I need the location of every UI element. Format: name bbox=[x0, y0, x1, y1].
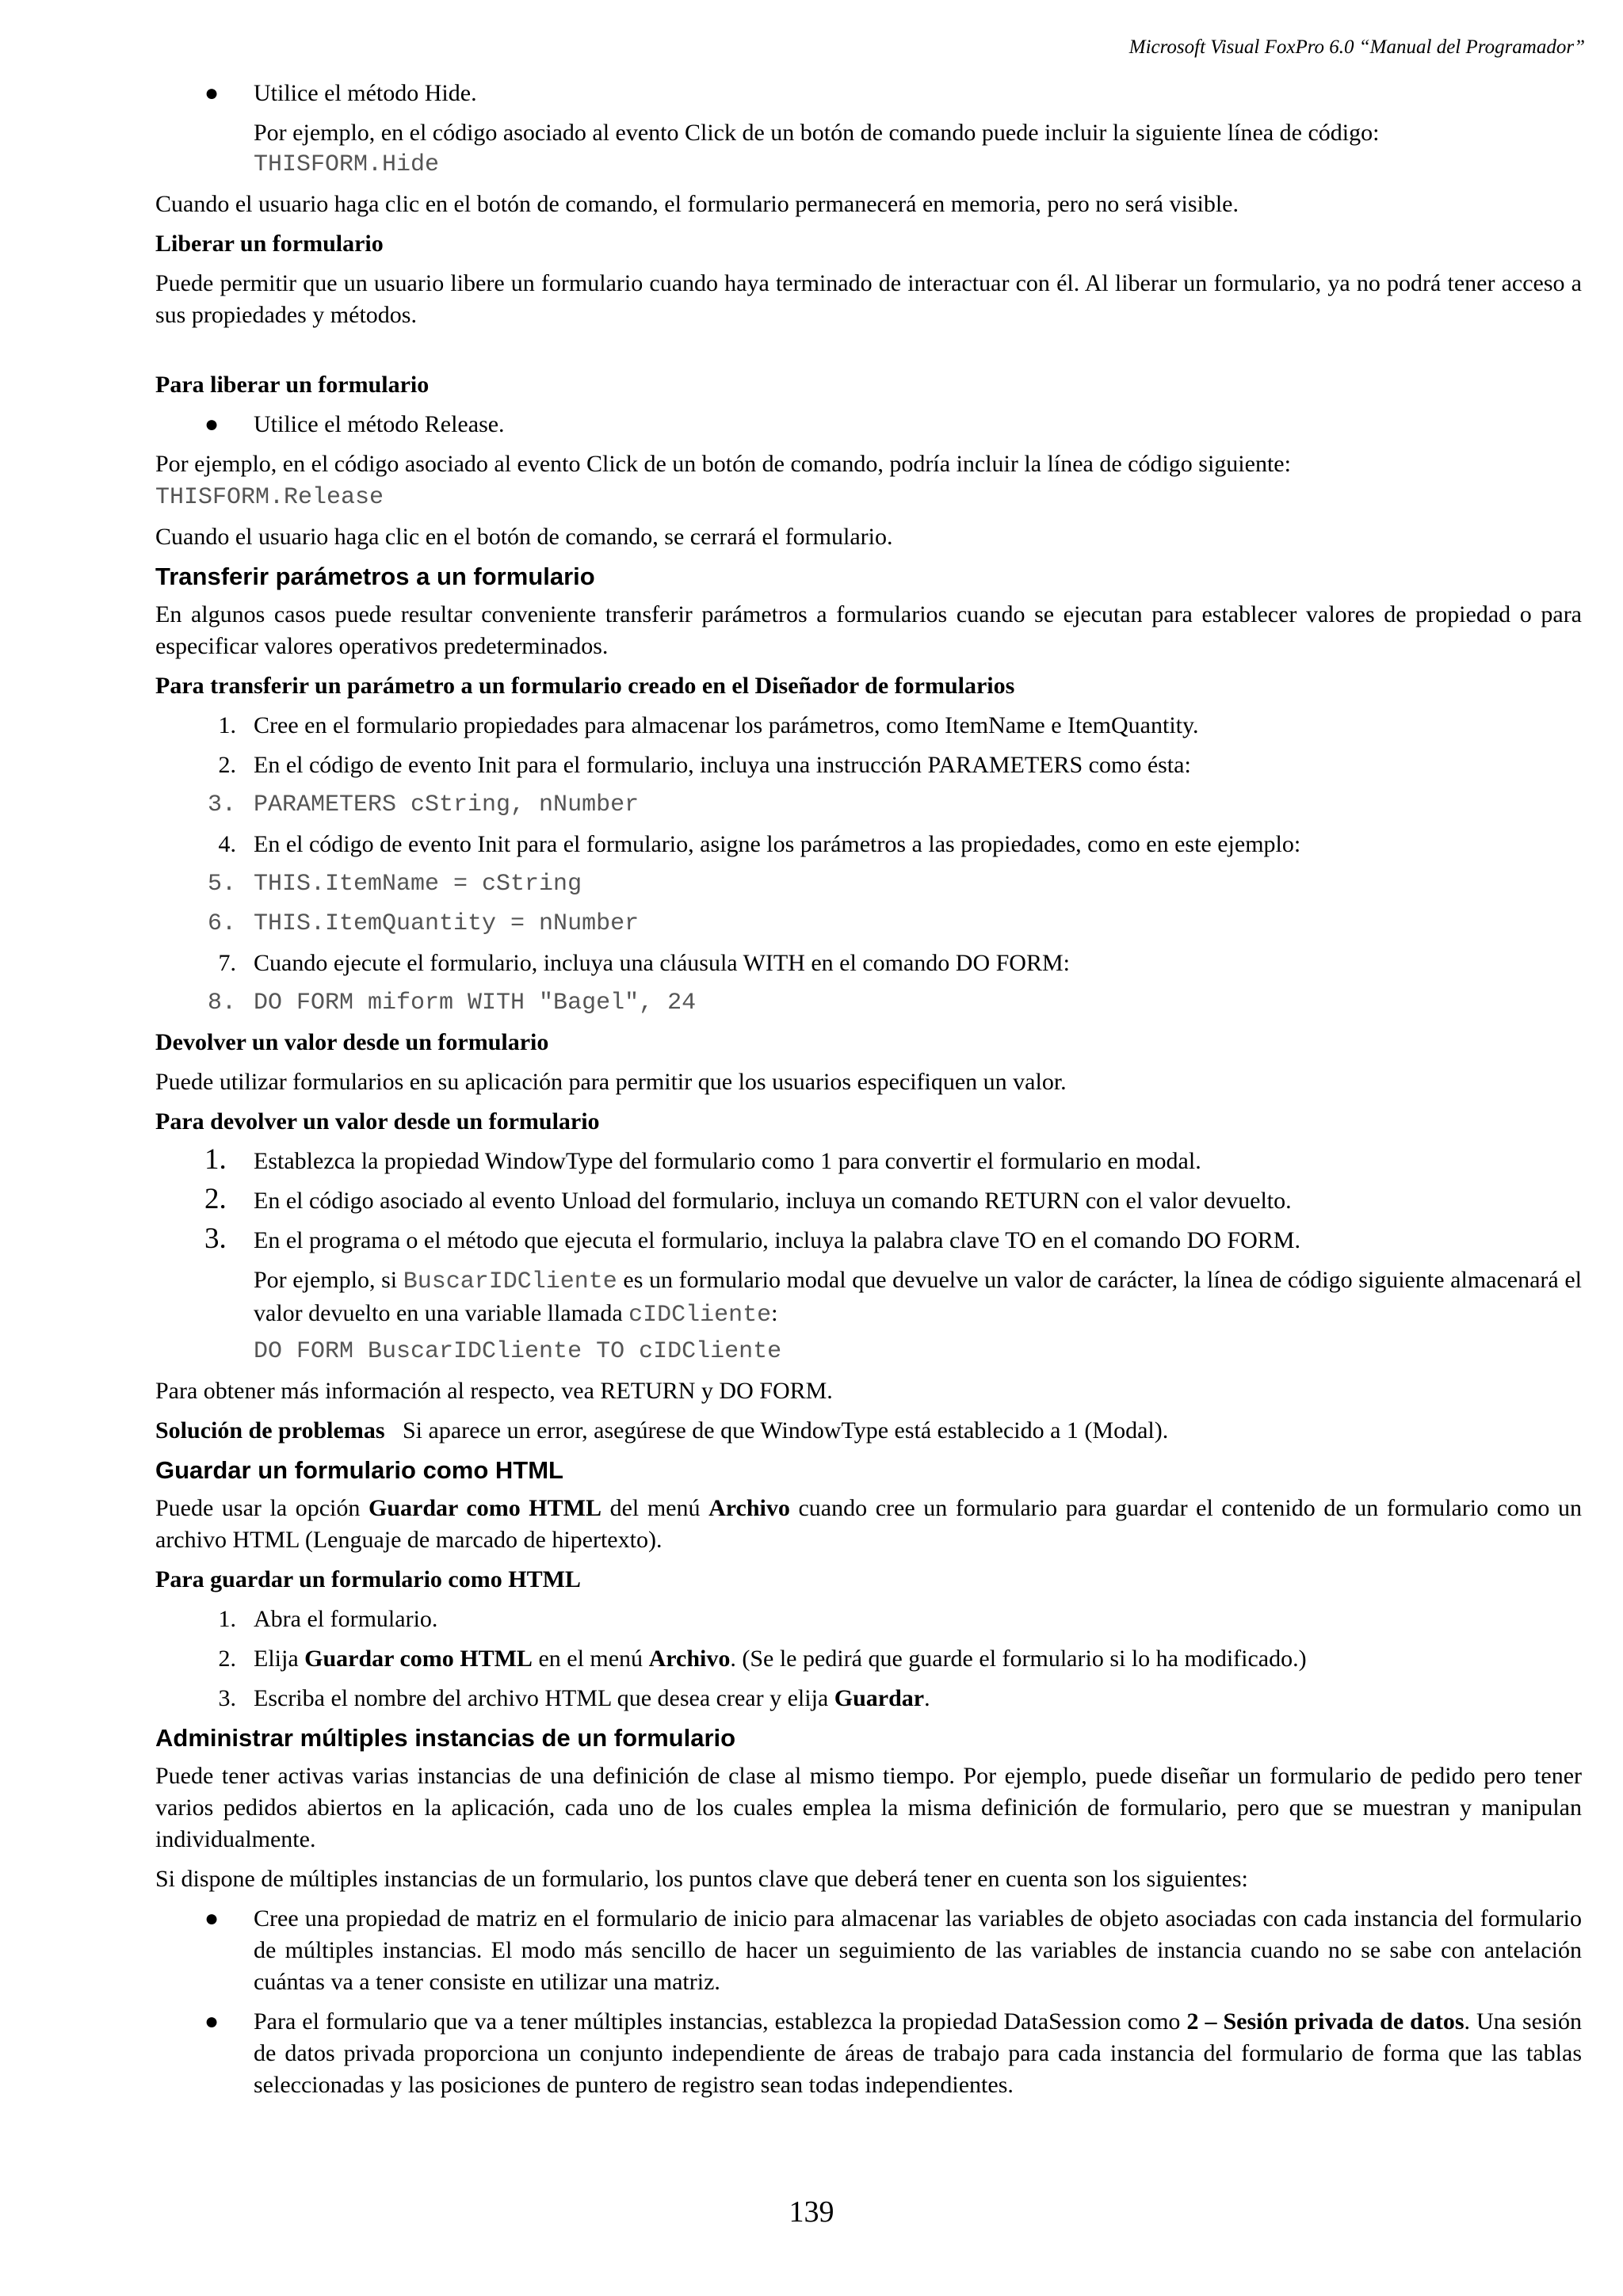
code-step: 3. PARAMETERS cString, nNumber bbox=[207, 791, 640, 818]
troubleshooting-note: Solución de problemas Si aparece un error, asegúrese de que WindowType está establecido a 1 (Modal). bbox=[155, 1417, 1169, 1444]
step-item: 1. Abra el formulario. bbox=[218, 1606, 438, 1632]
code-line: THISFORM.Hide bbox=[254, 151, 440, 178]
paragraph: Para obtener más información al respecto, vea RETURN y DO FORM. bbox=[155, 1378, 833, 1404]
code-step: 6. THIS.ItemQuantity = nNumber bbox=[207, 910, 640, 937]
step-item: 1. Establezca la propiedad WindowType del formulario como 1 para convertir el formulario en modal. bbox=[204, 1143, 1201, 1176]
page-content bbox=[155, 78, 1582, 2109]
bullet-icon: ● bbox=[204, 80, 220, 106]
paragraph: Puede tener activas varias instancias de una definición de clase al mismo tiempo. Por ejemplo, puede diseñar un formulario de pedido pero tener varios pedidos abiertos en la aplicación, cada uno de los cuales emplea la misma definición de formulario, pero que se muestran y manipulan individualmente. bbox=[155, 1763, 1582, 1852]
paragraph: Puede utilizar formularios en su aplicación para permitir que los usuarios especifiquen un valor. bbox=[155, 1069, 1067, 1095]
procedure-heading: Para devolver un valor desde un formulario bbox=[155, 1108, 600, 1135]
step-item: 4. En el código de evento Init para el formulario, asigne los parámetros a las propiedades, como en este ejemplo: bbox=[218, 831, 1301, 857]
page-number: 139 bbox=[789, 2195, 834, 2229]
step-item: 3. En el programa o el método que ejecuta el formulario, incluya la palabra clave TO en el comando DO FORM. bbox=[204, 1222, 1300, 1255]
bullet-icon: ● bbox=[204, 411, 220, 437]
code-step: 5. THIS.ItemName = cString bbox=[207, 871, 582, 898]
bullet-item: ● Cree una propiedad de matriz en el formulario de inicio para almacenar las variables de objeto asociadas con cada instancia del formulario de múltiples instancias. El modo más sencillo de hacer un seguimiento de las variables de instancia cuando no se sabe con antelación cuántas va a tener consiste en utilizar una matriz. bbox=[155, 1903, 1582, 1998]
step-item: 1. Cree en el formulario propiedades para almacenar los parámetros, como ItemName e ItemQuantity. bbox=[218, 712, 1199, 738]
bullet-icon: ● bbox=[204, 2008, 220, 2035]
procedure-heading: Para guardar un formulario como HTML bbox=[155, 1566, 581, 1592]
example-text: Por ejemplo, en el código asociado al evento Click de un botón de comando puede incluir la siguiente línea de código: bbox=[254, 120, 1380, 146]
bullet-item: ● Utilice el método Release. bbox=[155, 409, 1582, 441]
step-item: 2. Elija Guardar como HTML en el menú Archivo. (Se le pedirá que guarde el formulario si lo ha modificado.) bbox=[218, 1646, 1307, 1672]
example-text: Por ejemplo, si BuscarIDCliente es un formulario modal que devuelve un valor de carácter, la línea de código siguiente almacenará el valor devuelto en una variable llamada cIDCliente: bbox=[254, 1267, 1582, 1329]
section-heading: Liberar un formulario bbox=[155, 231, 384, 257]
step-item: 3. Escriba el nombre del archivo HTML que desea crear y elija Guardar. bbox=[218, 1685, 930, 1711]
bullet-icon: ● bbox=[204, 1905, 220, 1932]
paragraph: Puede permitir que un usuario libere un formulario cuando haya terminado de interactuar con él. Al liberar un formulario, ya no podrá tener acceso a sus propiedades y métodos. bbox=[155, 270, 1582, 328]
paragraph: Cuando el usuario haga clic en el botón de comando, el formulario permanecerá en memoria, pero no será visible. bbox=[155, 191, 1239, 217]
procedure-heading: Para transferir un parámetro a un formulario creado en el Diseñador de formularios bbox=[155, 673, 1015, 699]
code-line: THISFORM.Release bbox=[155, 484, 384, 511]
code-step: 8. DO FORM miform WITH "Bagel", 24 bbox=[207, 990, 697, 1016]
paragraph: Si dispone de múltiples instancias de un formulario, los puntos clave que deberá tener en cuenta son los siguientes: bbox=[155, 1866, 1248, 1892]
bullet-item: ● Para el formulario que va a tener múltiples instancias, establezca la propiedad DataSession como 2 – Sesión privada de datos. Una sesión de datos privada proporciona un conjunto independiente de áreas de trabajo para cada instancia del formulario de forma que las tablas seleccionadas y las posiciones de puntero de registro sean todas independientes. bbox=[155, 2006, 1582, 2101]
section-heading: Transferir parámetros a un formulario bbox=[155, 563, 595, 590]
step-item: 2. En el código de evento Init para el formulario, incluya una instrucción PARAMETERS como ésta: bbox=[218, 752, 1191, 778]
section-heading: Devolver un valor desde un formulario bbox=[155, 1029, 549, 1055]
procedure-heading: Para liberar un formulario bbox=[155, 372, 430, 398]
running-header: Microsoft Visual FoxPro 6.0 “Manual del Programador” bbox=[1128, 36, 1585, 58]
code-line: DO FORM BuscarIDCliente TO cIDCliente bbox=[254, 1338, 782, 1365]
section-heading: Guardar un formulario como HTML bbox=[155, 1456, 563, 1484]
paragraph: Cuando el usuario haga clic en el botón de comando, se cerrará el formulario. bbox=[155, 524, 893, 550]
paragraph: Puede usar la opción Guardar como HTML del menú Archivo cuando cree un formulario para guardar el contenido de un formulario como un archivo HTML (Lenguaje de marcado de hipertexto). bbox=[155, 1495, 1582, 1553]
paragraph: En algunos casos puede resultar conveniente transferir parámetros a formularios cuando se ejecutan para establecer valores de propiedad o para especificar valores operativos predeterminados. bbox=[155, 601, 1582, 659]
paragraph: Por ejemplo, en el código asociado al evento Click de un botón de comando, podría incluir la línea de código siguiente: bbox=[155, 451, 1291, 477]
section-heading: Administrar múltiples instancias de un formulario bbox=[155, 1724, 736, 1752]
step-item: 7. Cuando ejecute el formulario, incluya una cláusula WITH en el comando DO FORM: bbox=[218, 950, 1070, 976]
bullet-item: ● Utilice el método Hide. bbox=[155, 78, 1582, 109]
step-item: 2. En el código asociado al evento Unload del formulario, incluya un comando RETURN con el valor devuelto. bbox=[204, 1183, 1292, 1215]
